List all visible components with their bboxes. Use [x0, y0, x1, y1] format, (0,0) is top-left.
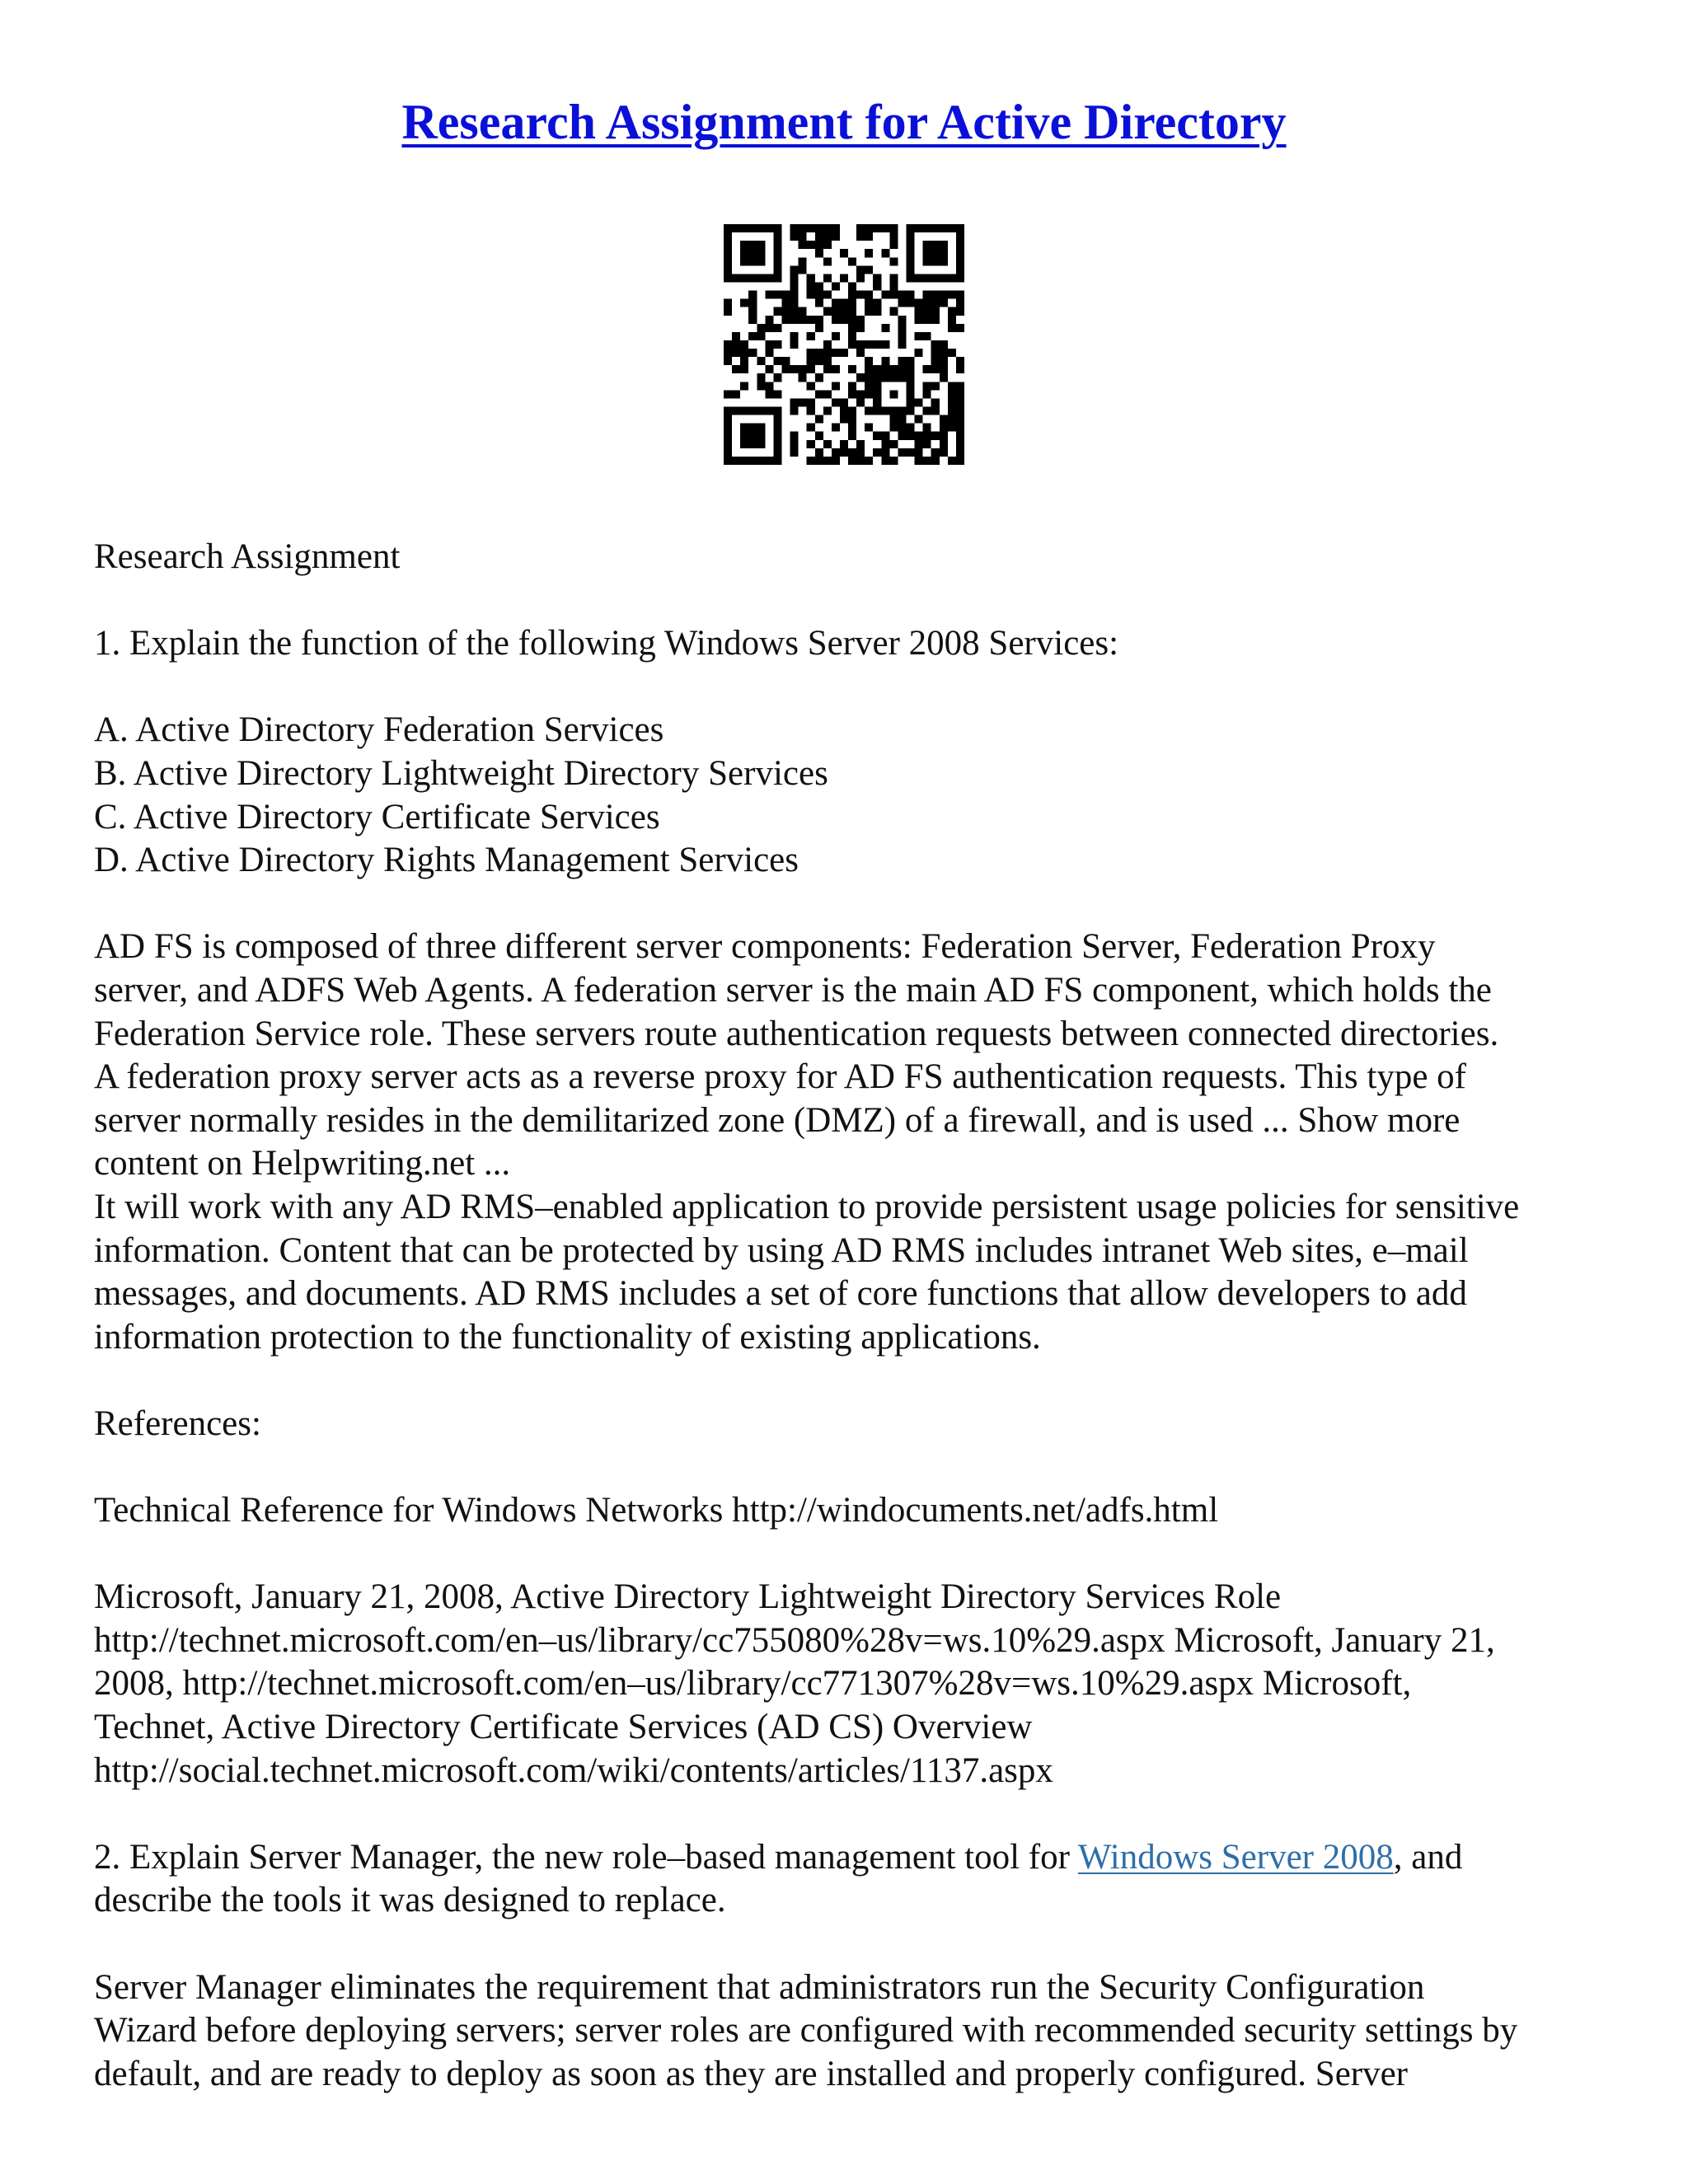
- server-manager-line: Server Manager eliminates the requirement that administrators run the Security Configuration: [94, 1967, 1425, 2007]
- adfs-line: content on Helpwriting.net ...: [94, 1144, 511, 1183]
- question-2-text-end: , and: [1393, 1837, 1463, 1877]
- qr-code-icon: [724, 224, 964, 465]
- reference-2-line: http://social.technet.microsoft.com/wiki/contents/articles/1137.aspx: [94, 1750, 1053, 1790]
- service-item: D. Active Directory Rights Management Services: [94, 841, 799, 880]
- document-title: [0, 89, 1688, 155]
- adfs-line: Federation Service role. These servers route authentication requests between connected directories.: [94, 1014, 1499, 1053]
- reference-2-line: http://technet.microsoft.com/en–us/library/cc755080%28v=ws.10%29.aspx Microsoft, January 21,: [94, 1620, 1495, 1660]
- adfs-line: server, and ADFS Web Agents. A federation server is the main AD FS component, which holds the: [94, 970, 1492, 1010]
- document-body: [94, 536, 1611, 2096]
- adrms-line: messages, and documents. AD RMS includes a set of core functions that allow developers to add: [94, 1274, 1467, 1314]
- server-manager-line: Wizard before deploying servers; server roles are configured with recommended security settings by: [94, 2011, 1518, 2050]
- adfs-line: AD FS is composed of three different server components: Federation Server, Federation Proxy: [94, 927, 1436, 967]
- question-2-text: 2. Explain Server Manager, the new role–based management tool for: [94, 1837, 1078, 1877]
- adrms-line: information. Content that can be protected by using AD RMS includes intranet Web sites, e–mail: [94, 1230, 1469, 1270]
- service-item: C. Active Directory Certificate Services: [94, 797, 660, 837]
- question-1: 1. Explain the function of the following Windows Server 2008 Services:: [94, 624, 1119, 663]
- service-item: A. Active Directory Federation Services: [94, 710, 664, 750]
- reference-2-line: Technet, Active Directory Certificate Services (AD CS) Overview: [94, 1708, 1033, 1747]
- server-manager-line: default, and are ready to deploy as soon as they are installed and properly configured. Server: [94, 2054, 1409, 2093]
- question-2: [94, 1836, 1611, 1880]
- reference-2-line: 2008, http://technet.microsoft.com/en–us/library/cc771307%28v=ws.10%29.aspx Microsoft,: [94, 1664, 1412, 1704]
- service-item: B. Active Directory Lightweight Directory Services: [94, 753, 828, 793]
- reference-1: Technical Reference for Windows Networks http://windocuments.net/adfs.html: [94, 1491, 1219, 1530]
- windows-server-2008-link[interactable]: Windows Server 2008: [1077, 1837, 1394, 1877]
- reference-2-line: Microsoft, January 21, 2008, Active Directory Lightweight Directory Services Role: [94, 1577, 1282, 1617]
- adfs-line: server normally resides in the demilitarized zone (DMZ) of a firewall, and is used ... Show more: [94, 1100, 1461, 1140]
- adfs-line: A federation proxy server acts as a reverse proxy for AD FS authentication requests. This type of: [94, 1057, 1466, 1097]
- adrms-line: information protection to the functionality of existing applications.: [94, 1317, 1041, 1357]
- question-2-line-2: describe the tools it was designed to replace.: [94, 1881, 726, 1920]
- title-link[interactable]: Research Assignment for Active Directory: [401, 95, 1287, 149]
- section-heading: Research Assignment: [94, 537, 401, 576]
- adrms-line: It will work with any AD RMS–enabled application to provide persistent usage policies for sensitive: [94, 1187, 1520, 1226]
- references-label: References:: [94, 1404, 261, 1443]
